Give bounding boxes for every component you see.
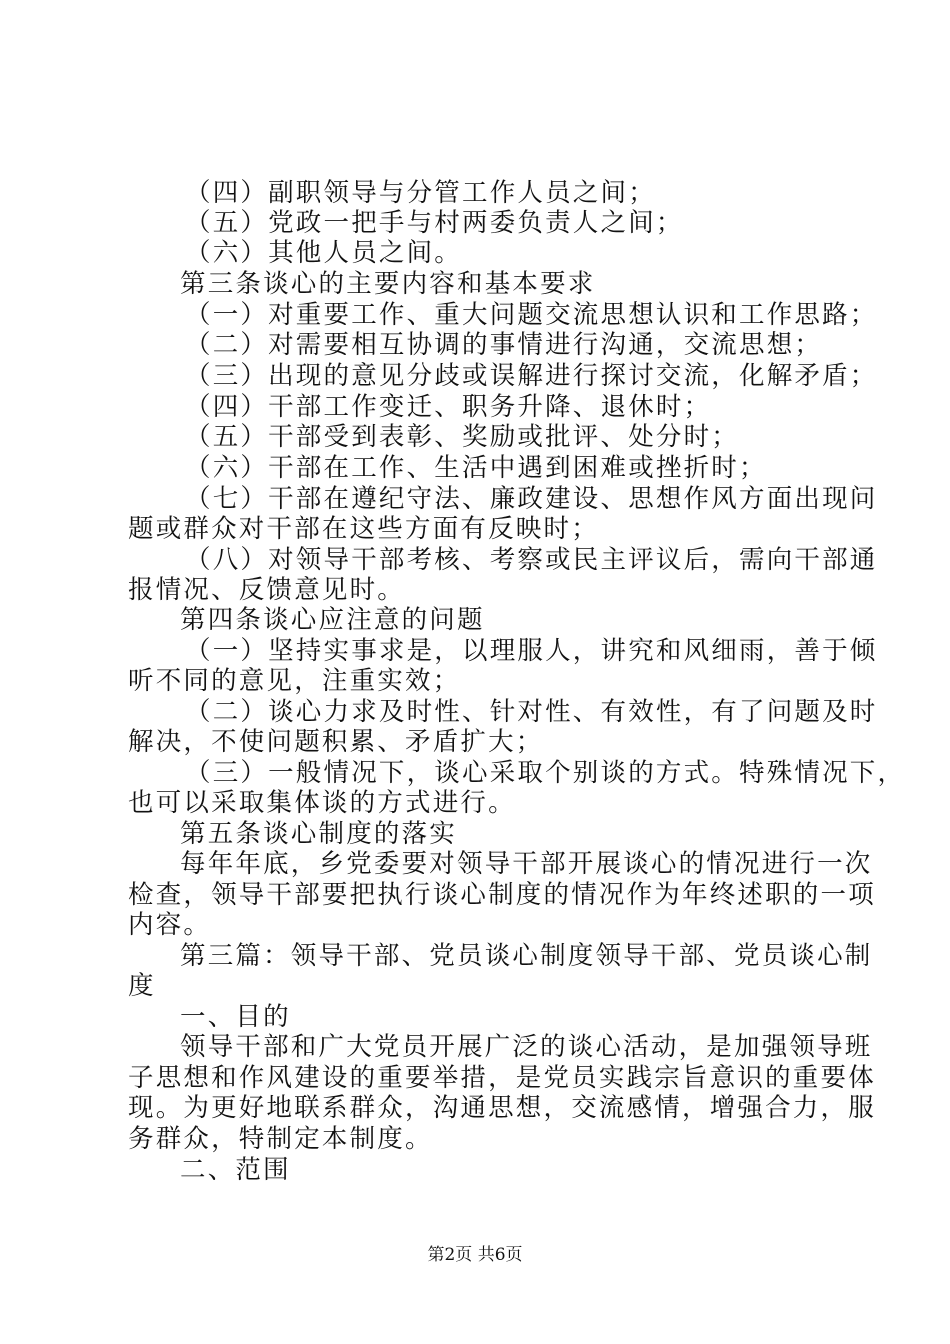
text-line: （二）对需要相互协调的事情进行沟通，交流思想；: [185, 330, 823, 360]
text-line: （四）干部工作变迁、职务升降、退休时；: [185, 392, 712, 422]
section-heading: 二、范围: [180, 1155, 291, 1185]
text-line: 也可以采取集体谈的方式进行。: [128, 788, 516, 818]
text-line: （五）党政一把手与村两委负责人之间；: [185, 208, 684, 238]
section-heading: 第三条谈心的主要内容和基本要求: [180, 269, 596, 299]
text-line: （六）干部在工作、生活中遇到困难或挫折时；: [185, 453, 767, 483]
text-line: （八）对领导干部考核、考察或民主评议后，需向干部通: [185, 545, 878, 575]
text-line: （一）坚持实事求是，以理服人，讲究和风细雨，善于倾: [185, 636, 878, 666]
text-line: （五）干部受到表彰、奖励或批评、处分时；: [185, 422, 740, 452]
chapter-heading: 第三篇：领导干部、党员谈心制度领导干部、党员谈心制: [180, 941, 873, 971]
section-heading: 第五条谈心制度的落实: [180, 819, 458, 849]
text-line: 听不同的意见，注重实效；: [128, 666, 461, 696]
page-footer: 第2页 共6页: [427, 1245, 523, 1265]
text-line: 子思想和作风建设的重要举措，是党员实践宗旨意识的重要体: [128, 1063, 876, 1093]
chapter-heading: 度: [128, 971, 156, 1001]
text-line: （二）谈心力求及时性、针对性、有效性，有了问题及时: [185, 697, 878, 727]
text-line: 现。为更好地联系群众，沟通思想，交流感情，增强合力，服: [128, 1093, 876, 1123]
text-line: 解决，不使问题积累、矛盾扩大；: [128, 727, 544, 757]
text-line: 领导干部和广大党员开展广泛的谈心活动，是加强领导班: [180, 1032, 873, 1062]
text-line: （六）其他人员之间。: [185, 238, 463, 268]
section-heading: 一、目的: [180, 1002, 291, 1032]
text-line: （四）副职领导与分管工作人员之间；: [185, 178, 656, 208]
text-line: 报情况、反馈意见时。: [128, 575, 406, 605]
section-heading: 第四条谈心应注意的问题: [180, 605, 485, 635]
text-line: （七）干部在遵纪守法、廉政建设、思想作风方面出现问: [185, 484, 878, 514]
text-line: 检查，领导干部要把执行谈心制度的情况作为年终述职的一项: [128, 880, 876, 910]
text-line: （三）一般情况下，谈心采取个别谈的方式。特殊情况下，: [185, 758, 906, 788]
text-line: 务群众，特制定本制度。: [128, 1124, 433, 1154]
text-line: 题或群众对干部在这些方面有反映时；: [128, 514, 599, 544]
text-line: 每年年底，乡党委要对领导干部开展谈心的情况进行一次: [180, 849, 873, 879]
text-line: （一）对重要工作、重大问题交流思想认识和工作思路；: [185, 300, 878, 330]
text-line: 内容。: [128, 910, 212, 940]
text-line: （三）出现的意见分歧或误解进行探讨交流，化解矛盾；: [185, 361, 878, 391]
